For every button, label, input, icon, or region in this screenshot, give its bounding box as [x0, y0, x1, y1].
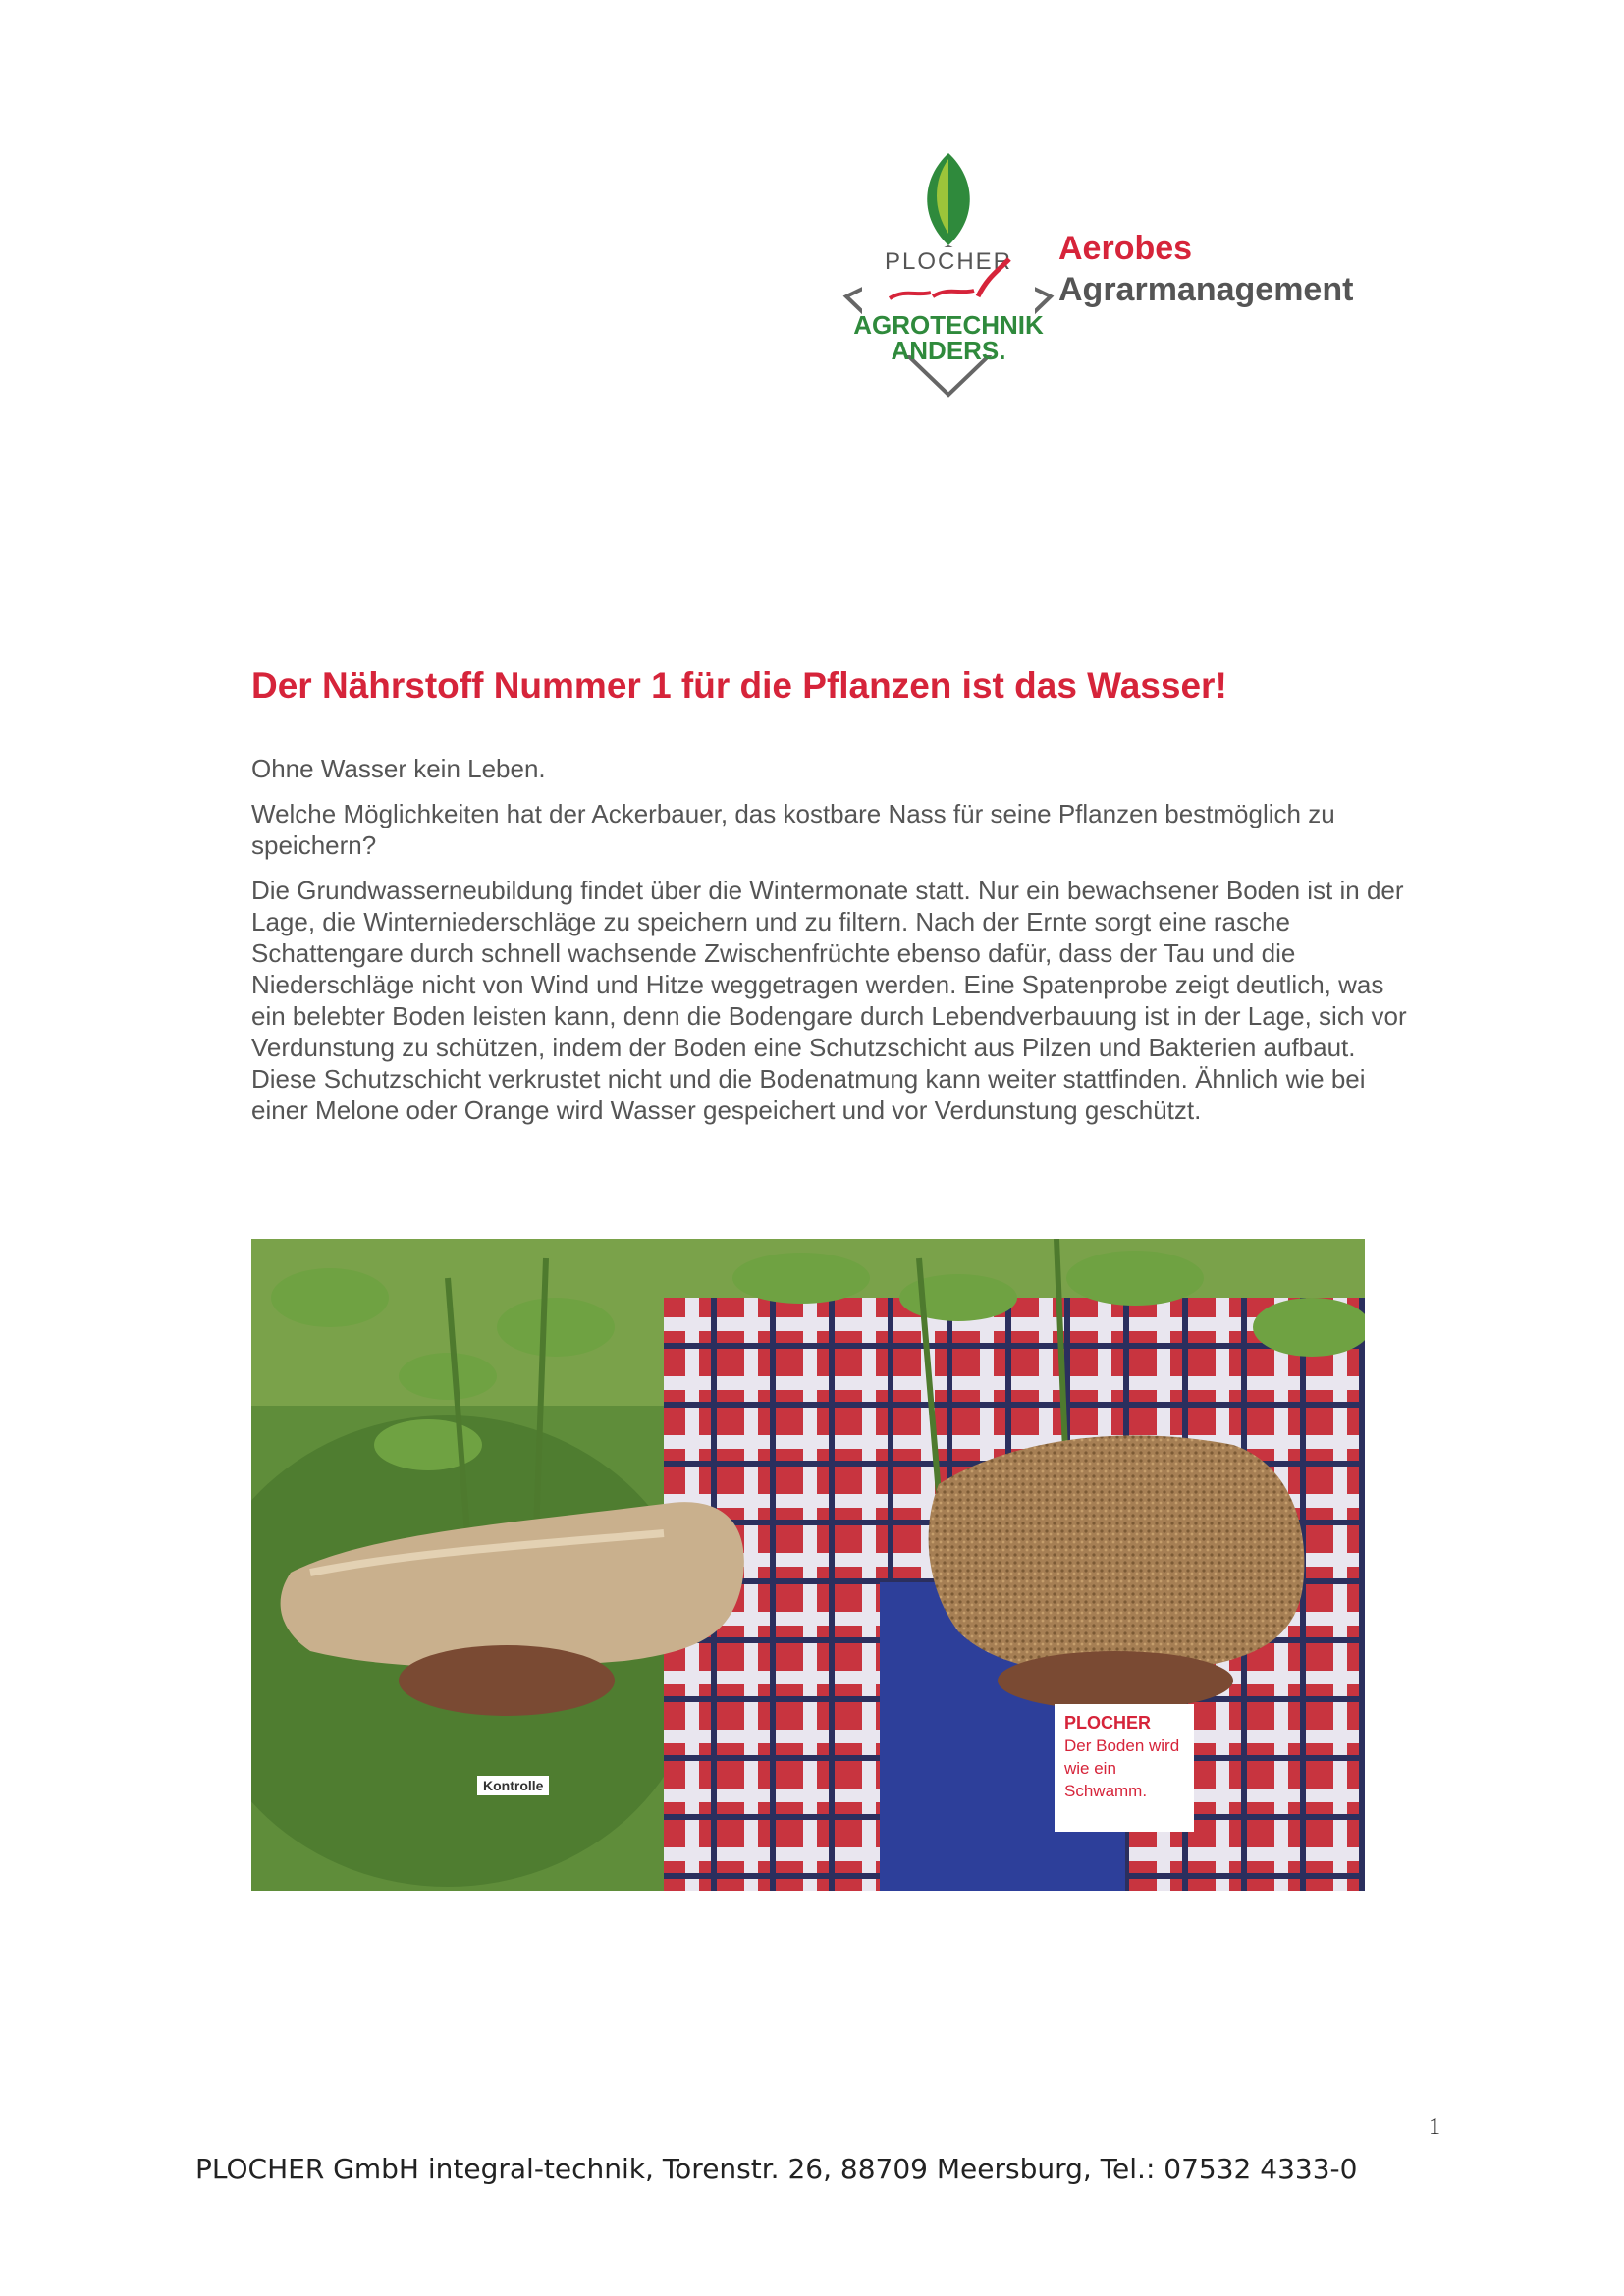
- article-body: [251, 753, 1410, 1140]
- svg-text:PLOCHER: PLOCHER: [884, 248, 1013, 275]
- photo-illustration: [251, 1239, 1365, 1891]
- plocher-logo-graphic: [823, 149, 1353, 400]
- caption-plocher: [1055, 1704, 1194, 1832]
- svg-text:AGROTECHNIK: AGROTECHNIK: [853, 310, 1044, 340]
- caption-plocher-text: Der Boden wird wie ein Schwamm.: [1064, 1736, 1180, 1800]
- caption-control: Kontrolle: [477, 1776, 549, 1795]
- paragraph-question: Welche Möglichkeiten hat der Ackerbauer, das kostbare Nass für seine Pflanzen bestmöglich zu speichern?: [251, 799, 1335, 860]
- svg-text:Agrarmanagement: Agrarmanagement: [1058, 271, 1353, 308]
- page-footer: PLOCHER GmbH integral-technik, Torenstr. 26, 88709 Meersburg, Tel.: 07532 4333-0: [195, 2153, 1358, 2185]
- page-number: 1: [1429, 2114, 1440, 2140]
- svg-text:ANDERS.: ANDERS.: [891, 336, 1006, 365]
- svg-text:Aerobes: Aerobes: [1058, 230, 1193, 267]
- caption-plocher-brand: PLOCHER: [1064, 1713, 1152, 1733]
- soil-comparison-photo: [251, 1239, 1365, 1891]
- company-logo: [823, 149, 1353, 400]
- paragraph-intro: Ohne Wasser kein Leben.: [251, 754, 546, 783]
- article-title: Der Nährstoff Nummer 1 für die Pflanzen ist das Wasser!: [251, 666, 1227, 706]
- paragraph-main: Die Grundwasserneubildung findet über die Wintermonate statt. Nur ein bewachsener Boden ist in der Lage, die Winterniederschläge zu speichern und zu filtern. Nach der Ernte sorgt eine rasche Schattengare durch schnell wachsende Zwischenfrüchte ebenso dafür, dass der Tau und die Niederschläge nicht von Wind und Hitze weggetragen werden. Eine Spatenprobe zeigt deutlich, was ein belebter Boden leisten kann, denn die Bodengare durch Lebendverbauung ist in der Lage, sich vor Verdunstung zu schützen, indem der Boden eine Schutzschicht aus Pilzen und Bakterien aufbaut. Diese Schutzschicht verkrustet nicht und die Bodenatmung kann weiter stattfinden. Ähnlich wie bei einer Melone oder Orange wird Wasser gespeichert und vor Verdunstung geschützt.: [251, 876, 1407, 1125]
